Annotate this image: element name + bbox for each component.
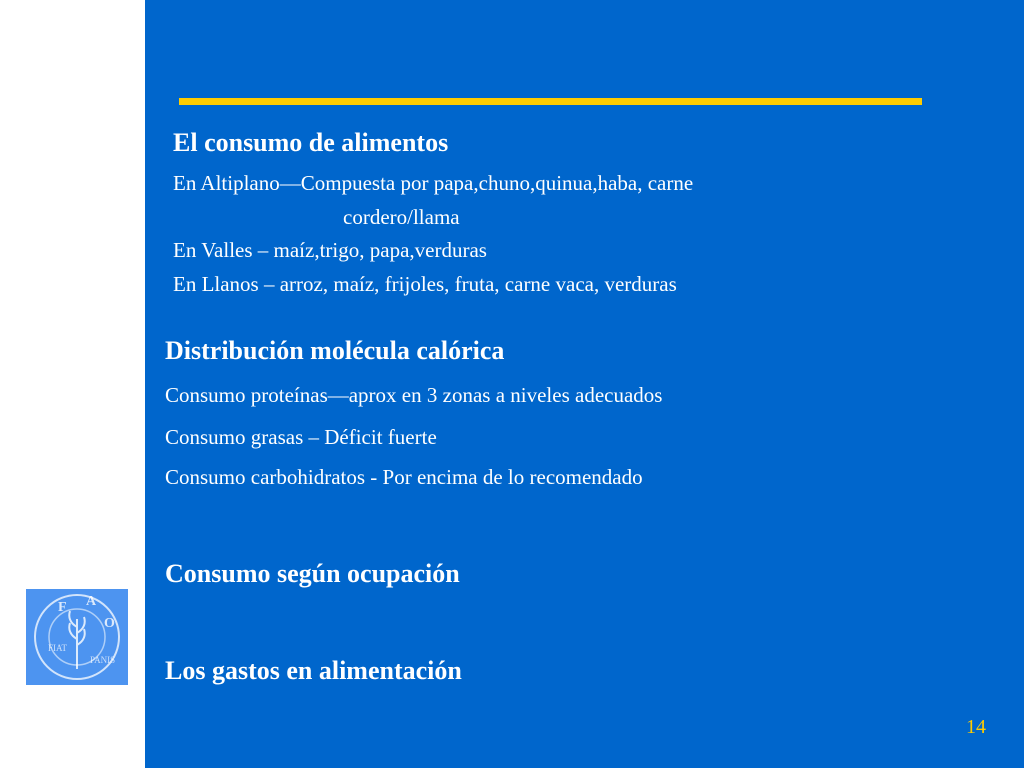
distribucion-line-carbohidratos: Consumo carbohidratos - Por encima de lo recomendado bbox=[165, 465, 643, 489]
consumo-line-altiplano: En Altiplano—Compuesta por papa,chuno,quinua,haba, carne bbox=[173, 171, 694, 195]
consumo-line-altiplano-continued: cordero/llama bbox=[343, 205, 460, 229]
svg-text:O: O bbox=[104, 616, 115, 631]
svg-text:F: F bbox=[58, 600, 67, 615]
consumo-heading: El consumo de alimentos bbox=[173, 128, 449, 157]
svg-text:PANIS: PANIS bbox=[90, 655, 116, 665]
ocupacion-heading: Consumo según ocupación bbox=[165, 559, 460, 588]
fao-logo bbox=[26, 589, 128, 685]
svg-text:FIAT: FIAT bbox=[48, 643, 68, 653]
svg-text:A: A bbox=[86, 594, 97, 609]
fao-logo-icon bbox=[26, 589, 128, 685]
consumo-line-valles: En Valles – maíz,trigo, papa,verduras bbox=[173, 238, 487, 262]
gastos-heading: Los gastos en alimentación bbox=[165, 656, 462, 685]
page-number: 14 bbox=[966, 716, 986, 738]
title-accent-rule bbox=[179, 98, 922, 105]
distribucion-line-proteinas: Consumo proteínas—aprox en 3 zonas a niveles adecuados bbox=[165, 383, 663, 407]
distribucion-heading: Distribución molécula calórica bbox=[165, 336, 505, 365]
distribucion-line-grasas: Consumo grasas – Déficit fuerte bbox=[165, 425, 437, 449]
consumo-line-llanos: En Llanos – arroz, maíz, frijoles, fruta, carne vaca, verduras bbox=[173, 272, 677, 296]
